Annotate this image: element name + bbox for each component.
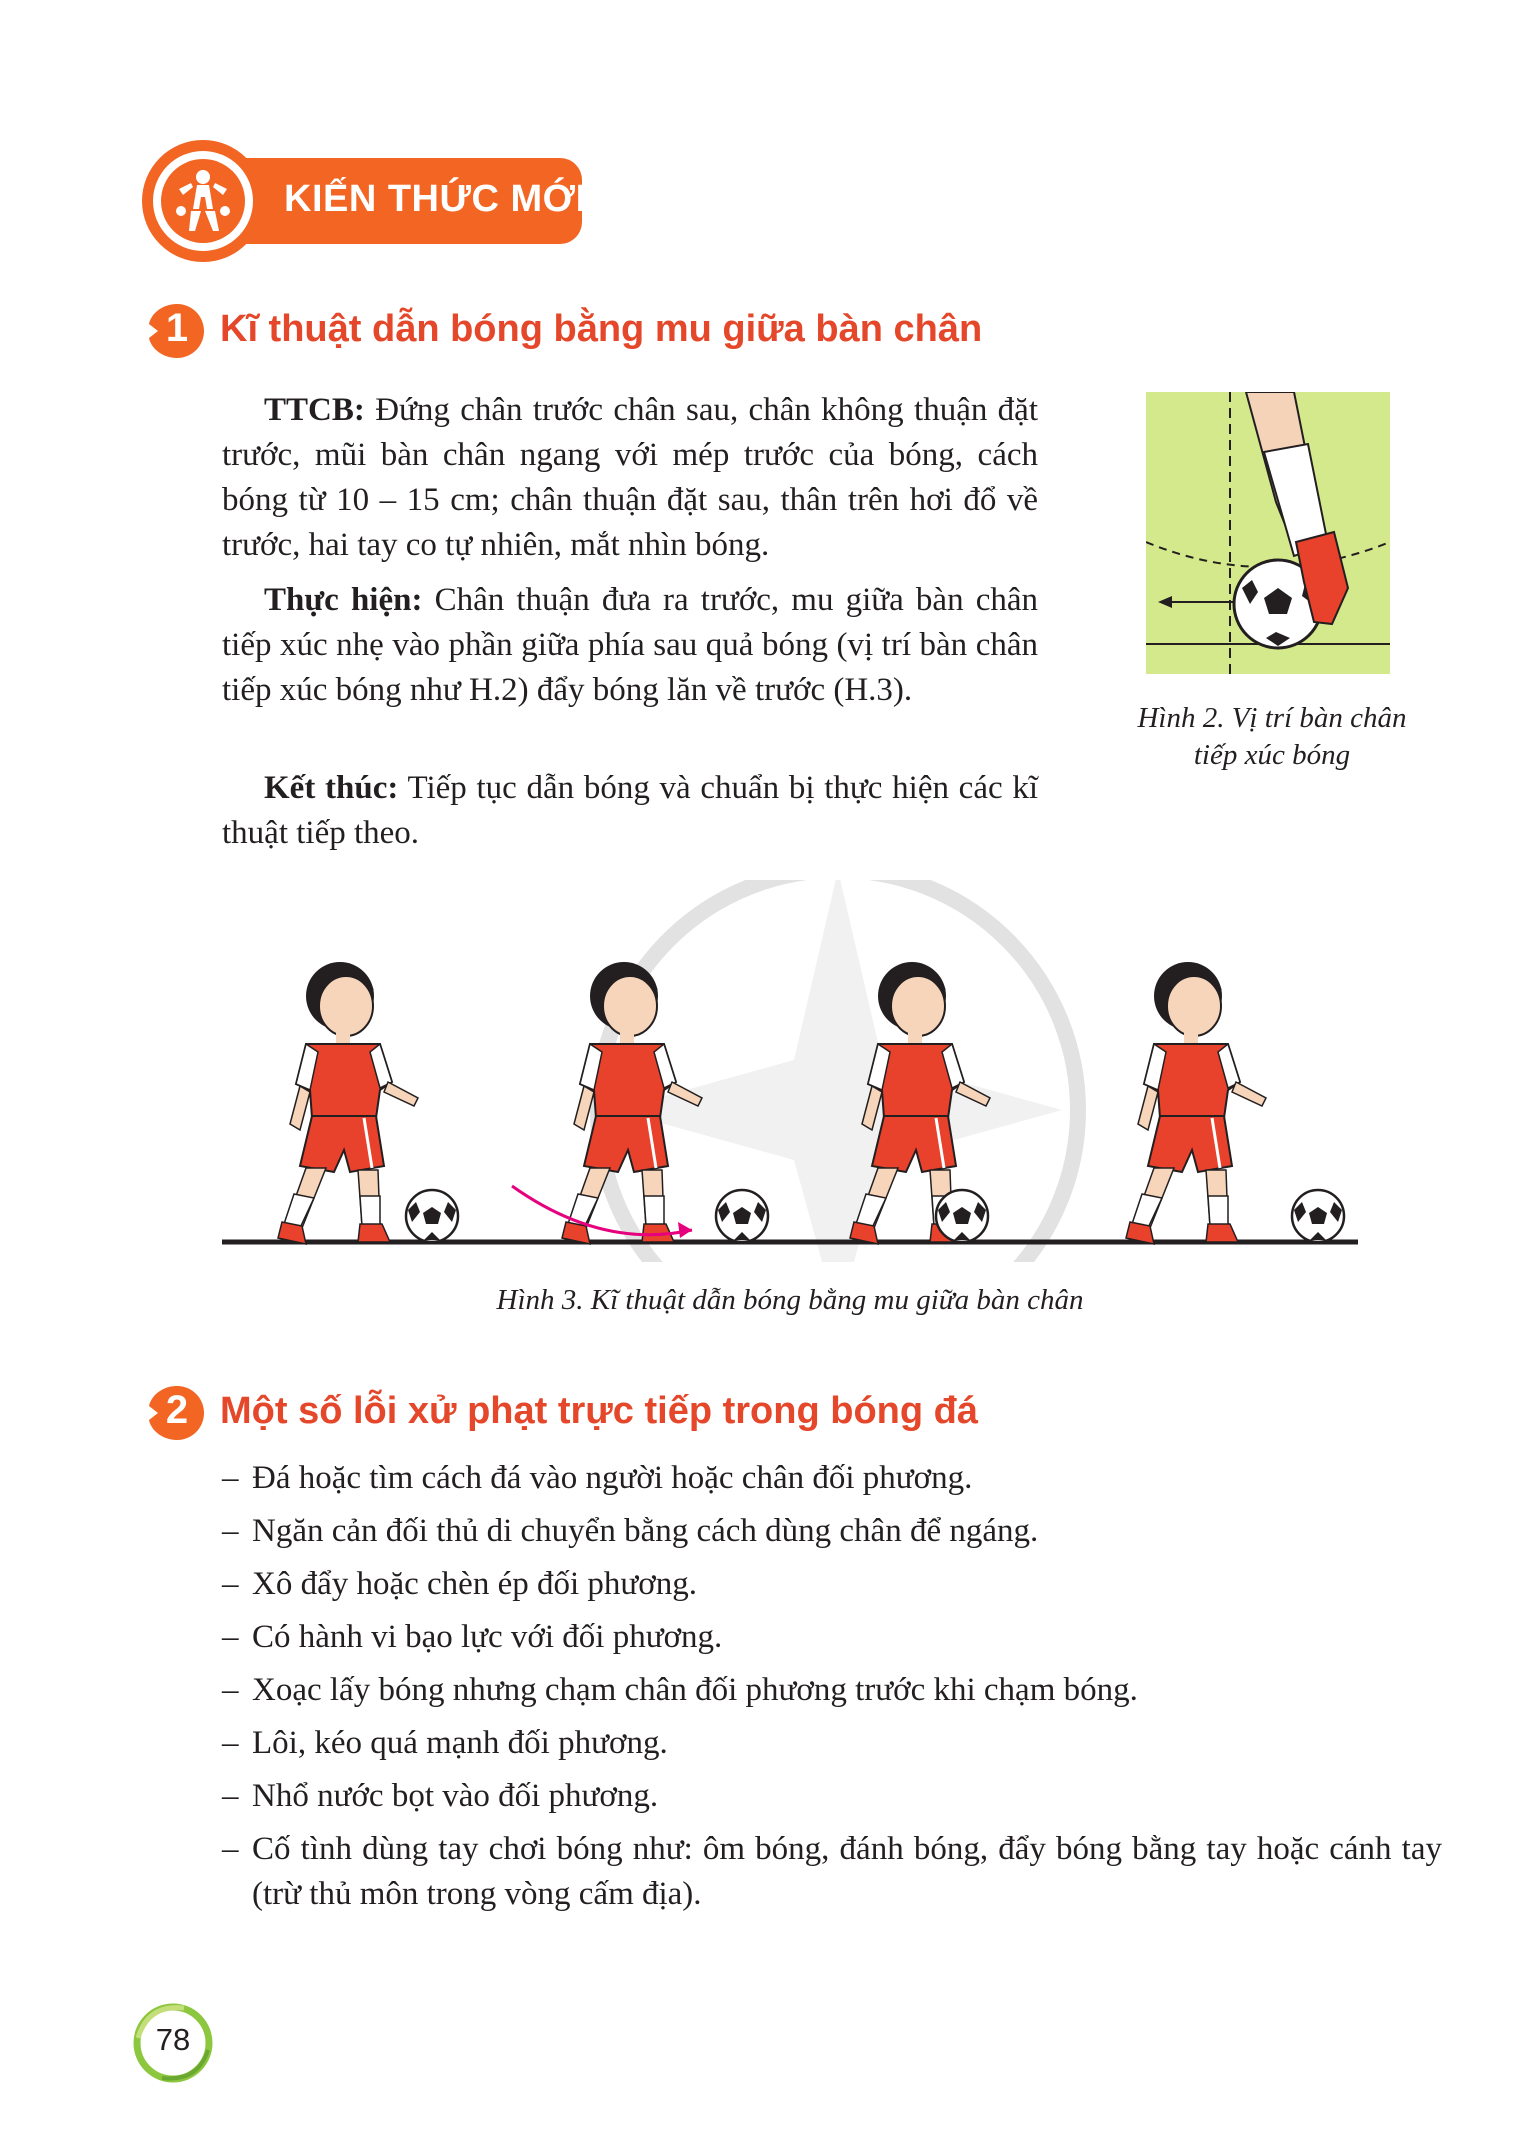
figure-3-motion-arrowhead (678, 1222, 692, 1238)
paragraph-thuc-hien (222, 578, 1038, 713)
list-item: – Nhổ nước bọt vào đối phương. (222, 1778, 659, 1814)
label-ket-thuc: Kết thúc: (264, 770, 399, 806)
section-1-title: Kĩ thuật dẫn bóng bằng mu giữa bàn chân (220, 308, 983, 350)
figure-2-foot-contact (1146, 392, 1390, 674)
section-banner (142, 140, 587, 262)
list-item: – Cố tình dùng tay chơi bóng như: ôm bóng, đánh bóng, đẩy bóng bằng tay hoặc cánh tay (trừ thủ môn trong vòng cấm địa). (222, 1831, 1442, 1912)
list-item: – Ngăn cản đối thủ di chuyển bằng cách dùng chân để ngáng. (222, 1513, 1039, 1549)
list-item: – Có hành vi bạo lực với đối phương. (222, 1619, 723, 1655)
paragraph-ttcb (222, 388, 1038, 568)
fouls-list (222, 1456, 1442, 1925)
figure-3-kid-1 (278, 962, 418, 1244)
paragraph-ket-thuc (222, 766, 1038, 856)
figure-3-ball-3 (936, 1190, 988, 1242)
banner-emblem (142, 140, 264, 262)
text-ket-thuc: Tiếp tục dẫn bóng và chuẩn bị thực hiện các kĩ thuật tiếp theo. (222, 770, 1038, 851)
athletes-icon (161, 159, 245, 243)
list-item: – Xoạc lấy bóng nhưng chạm chân đối phương trước khi chạm bóng. (222, 1672, 1138, 1708)
figure-3-ball-4 (1292, 1190, 1344, 1242)
figure-2-caption-line-2: tiếp xúc bóng (1193, 739, 1351, 771)
page-number (128, 1998, 218, 2088)
figure-3-ball-1 (406, 1190, 458, 1242)
page-number-text: 78 (155, 2022, 191, 2057)
list-item: – Đá hoặc tìm cách đá vào người hoặc chân đối phương. (222, 1460, 973, 1496)
label-ttcb: TTCB: (264, 392, 365, 428)
section-2-number: 2 (165, 1388, 189, 1432)
text-ttcb: Đứng chân trước chân sau, chân không thuận đặt trước, mũi bàn chân ngang với mép trước của bóng, cách bóng từ 10 – 15 cm; chân thuận đặt sau, thân trên hơi đổ về trước, hai tay co tự nhiên, mắt nhìn bóng. (222, 392, 1038, 563)
figure-3-ball-2 (716, 1190, 768, 1242)
figure-3-kid-4 (1126, 962, 1266, 1244)
list-item: – Xô đẩy hoặc chèn ép đối phương. (222, 1566, 697, 1602)
text-thuc-hien: Chân thuận đưa ra trước, mu giữa bàn chân tiếp xúc nhẹ vào phần giữa phía sau quả bóng (vị trí bàn chân tiếp xúc bóng như H.2) đẩy bóng lăn về trước (H.3). (222, 582, 1039, 708)
banner-title: KIẾN THỨC MỚI (284, 178, 587, 220)
list-item: – Lôi, kéo quá mạnh đối phương. (222, 1725, 668, 1761)
figure-2-caption-line-1: Hình 2. Vị trí bàn chân (1137, 702, 1407, 734)
section-2-title: Một số lỗi xử phạt trực tiếp trong bóng đá (220, 1390, 978, 1432)
section-1-number: 1 (165, 306, 189, 350)
label-thuc-hien: Thực hiện: (264, 582, 423, 618)
figure-3-caption: Hình 3. Kĩ thuật dẫn bóng bằng mu giữa bàn chân (496, 1284, 1084, 1316)
figure-2-caption (1090, 700, 1454, 774)
figure-3-dribbling-sequence (222, 880, 1358, 1262)
